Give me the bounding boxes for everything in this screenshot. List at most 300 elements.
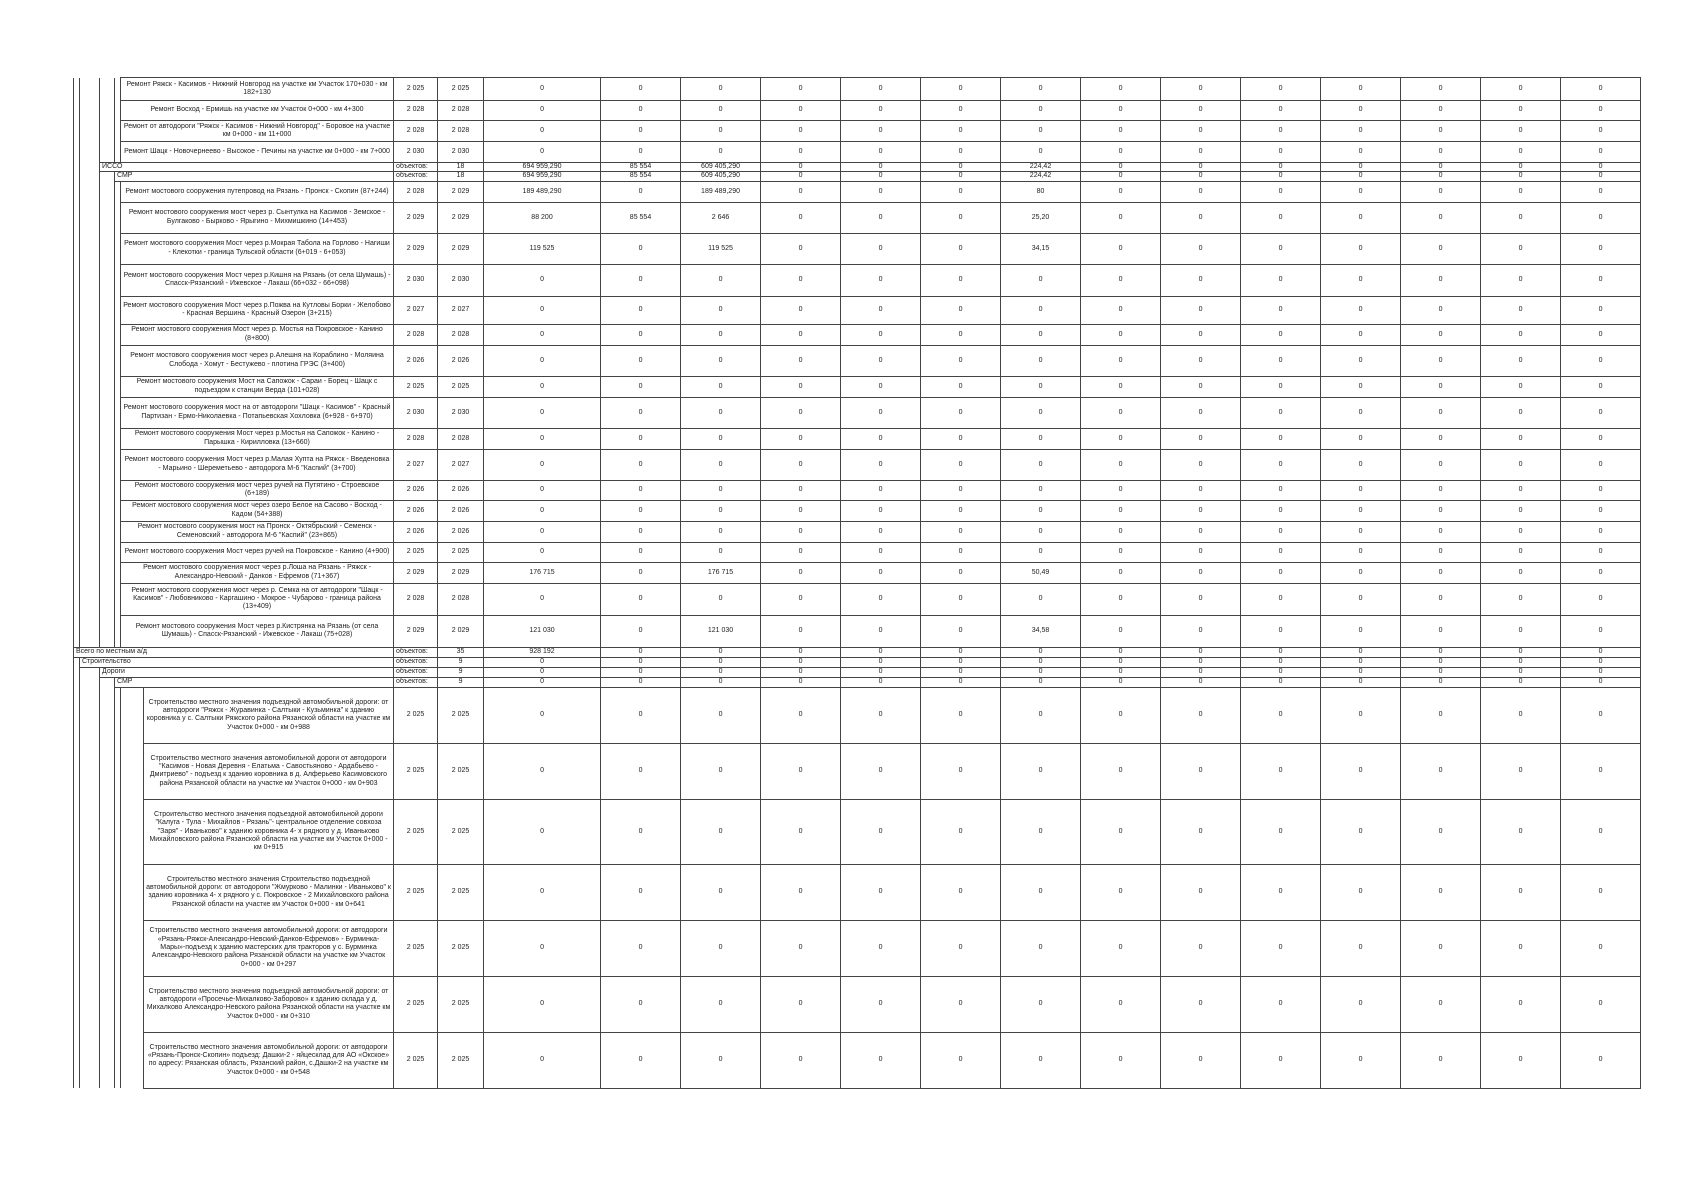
value-cell: 0 [1481,615,1561,647]
value-cell: 0 [601,101,681,121]
value-cell: 0 [1401,542,1481,562]
value-cell: 0 [761,376,841,397]
year-start-cell: объектов: [394,667,438,677]
value-cell: 0 [1161,172,1241,181]
indent-cell [100,101,115,121]
object-name-cell: Строительство местного значения подъездной автомобильной дороги "Калуга - Тула - Михайлов - Рязань"- центральное отделение совхоза "Заря" - Иваньково" к зданию коровника 4- х рядного у д. Иваньково Михайловского района Рязанской области на участке км Участок 0+000 - км 0+915 [144,799,394,864]
value-cell: 0 [1481,101,1561,121]
value-cell: 0 [1161,449,1241,480]
object-name-cell: Строительство местного значения Строительство подъездной автомобильной дороги: от автодороги "Жмурково - Малинки - Иваньково" к зданию коровника 4- х рядного у с. Покровское - 2 Михайловского района Рязанской области на участке км Участок 0+000 - км 0+641 [144,864,394,920]
indent-cell [80,345,100,376]
value-cell: 121 030 [484,615,601,647]
value-cell: 0 [1321,500,1401,521]
value-cell: 50,49 [1001,562,1081,583]
value-cell: 0 [681,428,761,449]
value-cell: 0 [484,657,601,667]
value-cell: 0 [1241,397,1321,428]
indent-cell [80,202,100,233]
indent-cell [121,743,144,799]
year-end-cell: 2 025 [438,687,484,743]
value-cell: 0 [601,345,681,376]
year-start-cell: 2 025 [394,542,438,562]
object-name-cell: Ремонт Восход - Ермишь на участке км Участок 0+000 - км 4+300 [121,101,394,121]
value-cell: 0 [841,181,921,202]
group-label-cell: СМР [115,677,394,687]
value-cell: 0 [484,78,601,101]
value-cell: 0 [1081,78,1161,101]
value-cell: 121 030 [681,615,761,647]
table-row [74,101,1641,121]
object-name-cell: Строительство местного значения автомобильной дороги от автодороги "Касимов - Новая Деревня - Елатьма - Савостьяново - Ардабьево - Дмитриево" - подъезд к зданию коровника в д. Алферьево Касимовского района Рязанской области на участке км Участок 0+000 - км 0+903 [144,743,394,799]
value-cell: 0 [1081,264,1161,296]
value-cell: 0 [1241,121,1321,142]
value-cell: 0 [601,647,681,657]
year-start-cell: 2 029 [394,202,438,233]
object-name-cell: Ремонт мостового сооружения мост через ручей на Путятино - Строевское (6+189) [121,480,394,500]
value-cell: 0 [1241,677,1321,687]
value-cell: 0 [1161,500,1241,521]
value-cell: 0 [1561,667,1641,677]
value-cell: 0 [1001,500,1081,521]
value-cell: 0 [1081,397,1161,428]
value-cell: 0 [921,78,1001,101]
indent-cell [80,615,100,647]
value-cell: 0 [1401,687,1481,743]
value-cell: 0 [841,743,921,799]
value-cell: 0 [1241,521,1321,542]
value-cell: 0 [1241,920,1321,976]
value-cell: 0 [841,78,921,101]
value-cell: 0 [484,864,601,920]
year-end-cell: 2 029 [438,181,484,202]
year-start-cell: 2 028 [394,121,438,142]
value-cell: 0 [1241,296,1321,324]
value-cell: 0 [921,657,1001,667]
value-cell: 0 [1401,480,1481,500]
value-cell: 0 [841,976,921,1032]
value-cell: 0 [761,521,841,542]
value-cell: 0 [1001,677,1081,687]
year-start-cell: 2 025 [394,799,438,864]
value-cell: 0 [1161,687,1241,743]
value-cell: 0 [761,667,841,677]
value-cell: 0 [1241,78,1321,101]
value-cell: 0 [1481,172,1561,181]
value-cell: 0 [681,687,761,743]
indent-cell [80,233,100,264]
value-cell: 0 [761,449,841,480]
indent-cell [80,976,100,1032]
value-cell: 0 [1081,615,1161,647]
value-cell: 34,15 [1001,233,1081,264]
year-start-cell: 2 025 [394,864,438,920]
value-cell: 0 [1401,101,1481,121]
value-cell: 0 [1161,1032,1241,1088]
value-cell: 0 [484,677,601,687]
object-name-cell: Ремонт мостового сооружения Мост через ручей на Покровское - Канино (4+900) [121,542,394,562]
value-cell: 0 [921,142,1001,163]
value-cell: 0 [921,172,1001,181]
value-cell: 0 [1481,376,1561,397]
value-cell: 0 [601,397,681,428]
value-cell: 0 [841,324,921,345]
indent-cell [80,1032,100,1088]
year-end-cell: 2 026 [438,521,484,542]
year-start-cell: объектов: [394,647,438,657]
value-cell: 0 [1561,324,1641,345]
year-start-cell: 2 027 [394,296,438,324]
value-cell: 0 [921,202,1001,233]
table-row [74,264,1641,296]
value-cell: 0 [1241,172,1321,181]
value-cell: 0 [1321,667,1401,677]
indent-cell [100,181,115,202]
group-label-cell: Строительство [80,657,394,667]
year-start-cell: 2 028 [394,181,438,202]
indent-cell [100,78,115,101]
value-cell: 0 [921,521,1001,542]
object-name-cell: Ремонт мостового сооружения мост через озеро Белое на Сасово - Восход - Кадом (54+388) [121,500,394,521]
value-cell: 0 [1241,324,1321,345]
value-cell: 0 [484,1032,601,1088]
value-cell: 0 [921,687,1001,743]
value-cell: 0 [1321,397,1401,428]
year-end-cell: 2 030 [438,142,484,163]
value-cell: 0 [681,345,761,376]
table-row [74,657,1641,667]
year-end-cell: 2 028 [438,101,484,121]
value-cell: 0 [484,743,601,799]
year-start-cell: 2 026 [394,480,438,500]
value-cell: 0 [1481,296,1561,324]
value-cell: 0 [1401,142,1481,163]
value-cell: 0 [1001,864,1081,920]
year-start-cell: 2 028 [394,583,438,615]
value-cell: 0 [1241,864,1321,920]
table-row [74,615,1641,647]
value-cell: 0 [1081,428,1161,449]
table-row [74,121,1641,142]
value-cell: 0 [681,647,761,657]
value-cell: 0 [761,142,841,163]
value-cell: 0 [1401,428,1481,449]
value-cell: 0 [1161,121,1241,142]
value-cell: 0 [1561,615,1641,647]
object-name-cell: Ремонт мостового сооружения мост через р. Сынтулка на Касимов - Земское - Булгаково - Бырково - Ярыгино - Михмишкино (14+453) [121,202,394,233]
value-cell: 0 [841,449,921,480]
value-cell: 0 [1561,376,1641,397]
year-start-cell: 2 025 [394,920,438,976]
table-row [74,920,1641,976]
value-cell: 0 [601,583,681,615]
value-cell: 0 [601,500,681,521]
year-end-cell: 2 025 [438,864,484,920]
value-cell: 0 [1321,78,1401,101]
budget-table [73,77,1641,1089]
indent-cell [100,920,115,976]
value-cell: 0 [841,376,921,397]
indent-cell [121,799,144,864]
value-cell: 0 [681,480,761,500]
value-cell: 0 [841,615,921,647]
value-cell: 189 489,290 [484,181,601,202]
value-cell: 0 [1481,428,1561,449]
year-start-cell: 2 026 [394,521,438,542]
value-cell: 0 [1481,78,1561,101]
year-end-cell: 2 026 [438,480,484,500]
value-cell: 0 [1161,976,1241,1032]
value-cell: 0 [1401,920,1481,976]
value-cell: 0 [1161,181,1241,202]
year-end-cell: 35 [438,647,484,657]
year-start-cell: 2 030 [394,142,438,163]
value-cell: 0 [681,920,761,976]
indent-cell [80,583,100,615]
value-cell: 0 [1081,101,1161,121]
table-row [74,677,1641,687]
value-cell: 0 [1001,142,1081,163]
value-cell: 0 [841,864,921,920]
indent-cell [80,799,100,864]
year-end-cell: 2 027 [438,449,484,480]
table-row [74,376,1641,397]
value-cell: 0 [761,500,841,521]
value-cell: 0 [1161,142,1241,163]
year-start-cell: 2 025 [394,687,438,743]
indent-cell [80,449,100,480]
value-cell: 0 [921,976,1001,1032]
value-cell: 0 [1001,121,1081,142]
object-name-cell: Ремонт Шацк - Новочернеево - Высокое - Печины на участке км 0+000 - км 7+000 [121,142,394,163]
value-cell: 0 [1561,101,1641,121]
value-cell: 0 [1321,542,1401,562]
indent-cell [80,78,100,101]
value-cell: 0 [681,78,761,101]
year-end-cell: 2 025 [438,78,484,101]
value-cell: 0 [1241,976,1321,1032]
value-cell: 0 [484,799,601,864]
value-cell: 0 [1561,976,1641,1032]
object-name-cell: Ремонт мостового сооружения Мост через р.Кистрянка на Рязань (от села Шумашь) - Спасск-Рязанский - Ижевское - Лакаш (75+028) [121,615,394,647]
value-cell: 0 [1561,264,1641,296]
value-cell: 0 [1081,562,1161,583]
value-cell: 0 [921,743,1001,799]
value-cell: 0 [1481,181,1561,202]
indent-cell [80,181,100,202]
value-cell: 0 [1081,920,1161,976]
indent-cell [80,142,100,163]
table-row [74,799,1641,864]
indent-cell [100,264,115,296]
value-cell: 0 [1161,799,1241,864]
value-cell: 0 [921,233,1001,264]
value-cell: 0 [484,976,601,1032]
value-cell: 0 [1561,78,1641,101]
value-cell: 0 [1081,542,1161,562]
value-cell: 0 [1081,202,1161,233]
value-cell: 0 [1321,202,1401,233]
value-cell: 0 [1161,202,1241,233]
value-cell: 0 [1401,562,1481,583]
value-cell: 0 [1481,500,1561,521]
year-start-cell: 2 026 [394,345,438,376]
year-end-cell: 9 [438,657,484,667]
value-cell: 0 [1321,163,1401,172]
value-cell: 0 [1561,397,1641,428]
table-row [74,480,1641,500]
value-cell: 0 [1321,864,1401,920]
value-cell: 0 [1161,657,1241,667]
value-cell: 0 [681,397,761,428]
indent-cell [80,172,100,181]
year-start-cell: 2 029 [394,562,438,583]
value-cell: 0 [1241,562,1321,583]
value-cell: 0 [1161,78,1241,101]
value-cell: 0 [601,976,681,1032]
year-start-cell: 2 025 [394,1032,438,1088]
value-cell: 0 [1321,976,1401,1032]
value-cell: 0 [761,864,841,920]
value-cell: 85 554 [601,163,681,172]
value-cell: 34,58 [1001,615,1081,647]
value-cell: 0 [1161,345,1241,376]
value-cell: 0 [1081,799,1161,864]
value-cell: 0 [484,428,601,449]
table-row [74,500,1641,521]
value-cell: 0 [1161,583,1241,615]
value-cell: 0 [1401,1032,1481,1088]
value-cell: 0 [841,920,921,976]
value-cell: 0 [681,449,761,480]
indent-cell [100,397,115,428]
value-cell: 0 [761,296,841,324]
value-cell: 0 [761,976,841,1032]
value-cell: 0 [841,202,921,233]
value-cell: 0 [1001,583,1081,615]
value-cell: 0 [1081,743,1161,799]
value-cell: 0 [601,264,681,296]
value-cell: 0 [921,121,1001,142]
value-cell: 0 [1561,542,1641,562]
value-cell: 0 [761,324,841,345]
value-cell: 0 [1241,142,1321,163]
value-cell: 0 [761,920,841,976]
year-end-cell: 18 [438,172,484,181]
value-cell: 0 [484,583,601,615]
value-cell: 0 [1001,920,1081,976]
year-end-cell: 18 [438,163,484,172]
value-cell: 0 [1161,233,1241,264]
table-row [74,345,1641,376]
value-cell: 0 [841,233,921,264]
value-cell: 0 [761,172,841,181]
value-cell: 0 [1481,163,1561,172]
value-cell: 0 [761,181,841,202]
value-cell: 0 [1241,1032,1321,1088]
year-end-cell: 9 [438,667,484,677]
value-cell: 0 [1321,449,1401,480]
value-cell: 0 [601,181,681,202]
value-cell: 0 [1241,743,1321,799]
year-end-cell: 2 029 [438,202,484,233]
value-cell: 0 [601,687,681,743]
value-cell: 0 [601,121,681,142]
indent-cell [100,500,115,521]
value-cell: 0 [1241,657,1321,667]
object-name-cell: Строительство местного значения подъездной автомобильной дороги: от автодороги «Просечье-Михалково-Заборово» к зданию склада у д. Михалково Александро-Невского района Рязанской области на участке км Участок 0+000 - км 0+310 [144,976,394,1032]
year-start-cell: 2 028 [394,324,438,345]
value-cell: 0 [1321,172,1401,181]
value-cell: 0 [841,667,921,677]
indent-cell [100,376,115,397]
value-cell: 0 [1241,202,1321,233]
value-cell: 0 [1001,799,1081,864]
group-label-cell: ИССО [100,163,394,172]
value-cell: 0 [1001,480,1081,500]
value-cell: 0 [1321,647,1401,657]
value-cell: 0 [1401,521,1481,542]
value-cell: 0 [1321,480,1401,500]
value-cell: 0 [1241,647,1321,657]
value-cell: 0 [921,1032,1001,1088]
value-cell: 0 [1401,121,1481,142]
value-cell: 0 [1001,397,1081,428]
value-cell: 0 [681,264,761,296]
value-cell: 0 [761,345,841,376]
value-cell: 0 [1081,647,1161,657]
value-cell: 0 [484,101,601,121]
indent-cell [100,677,115,687]
object-name-cell: Ремонт мостового сооружения Мост через р. Мостья на Покровское - Канино (8+800) [121,324,394,345]
year-end-cell: 2 028 [438,121,484,142]
value-cell: 0 [601,449,681,480]
value-cell: 0 [1241,163,1321,172]
year-end-cell: 9 [438,677,484,687]
value-cell: 0 [921,264,1001,296]
value-cell: 0 [1321,324,1401,345]
value-cell: 176 715 [484,562,601,583]
value-cell: 0 [1241,500,1321,521]
indent-cell [80,562,100,583]
value-cell: 0 [841,163,921,172]
value-cell: 0 [1481,202,1561,233]
value-cell: 0 [1561,799,1641,864]
value-cell: 0 [681,296,761,324]
value-cell: 119 525 [484,233,601,264]
table-row [74,324,1641,345]
value-cell: 0 [1561,172,1641,181]
year-start-cell: 2 028 [394,101,438,121]
value-cell: 0 [1401,864,1481,920]
value-cell: 694 959,290 [484,172,601,181]
value-cell: 2 646 [681,202,761,233]
object-name-cell: Ремонт мостового сооружения мост на от автодороги "Шацк - Касимов" - Красный Партизан - Ермо-Николаевка - Потапьевская Хохловка (6+928 - 6+970) [121,397,394,428]
value-cell: 0 [681,799,761,864]
value-cell: 0 [841,121,921,142]
value-cell: 0 [1561,345,1641,376]
value-cell: 0 [1561,647,1641,657]
value-cell: 0 [601,677,681,687]
value-cell: 0 [1561,428,1641,449]
indent-cell [80,521,100,542]
value-cell: 0 [1081,667,1161,677]
object-name-cell: Ремонт мостового сооружения Мост через р.Мостья на Сапожок - Канино - Парышка - Кирилловка (13+660) [121,428,394,449]
value-cell: 0 [1161,521,1241,542]
value-cell: 0 [1161,480,1241,500]
indent-cell [121,920,144,976]
table-row [74,397,1641,428]
indent-cell [80,667,100,677]
